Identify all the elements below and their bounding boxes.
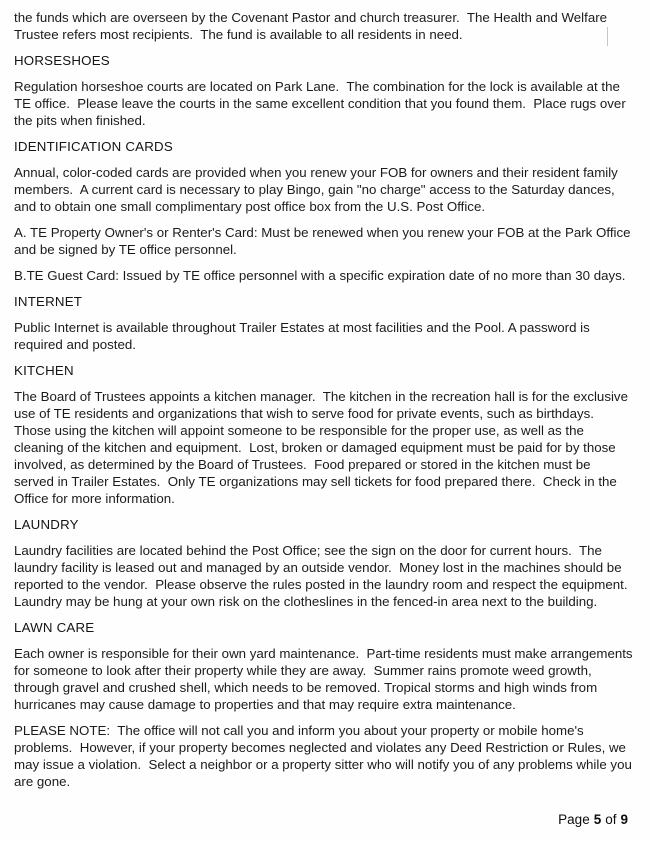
text-line: A. TE Property Owner's or Renter's Card: Must be renewed when you renew your FOB at the Park Office [14,225,631,240]
text-line: Those using the kitchen will appoint someone to be responsible for the proper use, as well as the [14,423,584,438]
text-line: B.TE Guest Card: Issued by TE office personnel with a specific expiration date of no more than 30 days. [14,268,626,283]
text-line: involved, as determined by the Board of Trustees. Food prepared or stored in the kitchen must be [14,457,591,472]
section-heading-laundry [14,516,643,533]
paragraph-id-card-item-b [14,267,643,284]
scan-artifact-line [607,27,608,46]
text-line: may issue a violation. Select a neighbor or a property sitter who will notify you of any problems while you [14,757,632,772]
text-line: Laundry may be hung at your own risk on the clotheslines in the fenced-in area next to the building. [14,594,598,609]
footer-page-label: Page [558,812,590,827]
heading-text: LAUNDRY [14,517,79,532]
text-line: the pits when finished. [14,113,146,128]
text-line: Office for more information. [14,491,175,506]
text-line: through gravel and crushed shell, which needs to be removed. Tropical storms and high winds from [14,680,598,695]
text-line: The Board of Trustees appoints a kitchen manager. The kitchen in the recreation hall is for the exclusive [14,389,628,404]
paragraph-please-note [14,722,643,790]
text-line: the funds which are overseen by the Covenant Pastor and church treasurer. The Health and Welfare [14,10,608,25]
text-line: Laundry facilities are located behind the Post Office; see the sign on the door for current hours. The [14,543,602,558]
text-line: Regulation horseshoe courts are located on Park Lane. The combination for the lock is available at the [14,79,620,94]
paragraph-laundry [14,542,643,610]
text-line: members. A current card is necessary to play Bingo, gain "no charge" access to the Saturday dances, [14,182,615,197]
text-line: TE office. Please leave the courts in the same excellent condition that you found them. Place rugs over [14,96,626,111]
text-line: required and posted. [14,337,136,352]
paragraph-horseshoes [14,78,643,129]
heading-text: LAWN CARE [14,620,95,635]
text-line: PLEASE NOTE: The office will not call you and inform you about your property or mobile home's [14,723,584,738]
text-line: cleaning of the kitchen and equipment. Lost, broken or damaged equipment must be paid for by those [14,440,616,455]
text-line: for someone to look after their property while they are away. Summer rains promote weed growth, [14,663,592,678]
section-heading-lawn-care [14,619,643,636]
text-line: hurricanes may cause damage to properties and that may require extra maintenance. [14,697,516,712]
footer-page-current: 5 [593,812,602,827]
text-line: served in Trailer Estates. Only TE organizations may sell tickets for food prepared there. Check in the [14,474,617,489]
section-heading-horseshoes [14,52,643,69]
heading-text: IDENTIFICATION CARDS [14,139,173,154]
text-line: Each owner is responsible for their own yard maintenance. Part-time residents must make arrangements [14,646,633,661]
heading-text: INTERNET [14,294,83,309]
heading-text: HORSESHOES [14,53,110,68]
text-line: and be signed by TE office personnel. [14,242,237,257]
text-line: and to obtain one small complimentary post office box from the U.S. Post Office. [14,199,486,214]
section-heading-kitchen [14,362,643,379]
text-line: are gone. [14,774,71,789]
text-line: reported to the vendor. Please observe the rules posted in the laundry room and respect the equipment. [14,577,628,592]
paragraph-welfare-fund [14,9,643,43]
section-heading-internet [14,293,643,310]
paragraph-kitchen [14,388,643,507]
text-line: Trustee refers most recipients. The fund is available to all residents in need. [14,27,463,42]
paragraph-internet [14,319,643,353]
text-line: problems. However, if your property becomes neglected and violates any Deed Restriction or Rules, we [14,740,626,755]
text-line: laundry facility is leased out and managed by an outside vendor. Money lost in the machines should be [14,560,622,575]
text-line: Annual, color-coded cards are provided when you renew your FOB for owners and their resident family [14,165,618,180]
paragraph-id-card-item-a [14,224,643,258]
section-heading-identification-cards [14,138,643,155]
footer-of-label: of [605,812,617,827]
paragraph-id-cards-intro [14,164,643,215]
footer-page-total: 9 [620,812,628,827]
paragraph-lawn-care [14,645,643,713]
text-line: use of TE residents and organizations that wish to serve food for private events, such as birthdays. [14,406,594,421]
page-number-footer [558,812,628,827]
heading-text: KITCHEN [14,363,74,378]
text-line: Public Internet is available throughout Trailer Estates at most facilities and the Pool. A password is [14,320,590,335]
